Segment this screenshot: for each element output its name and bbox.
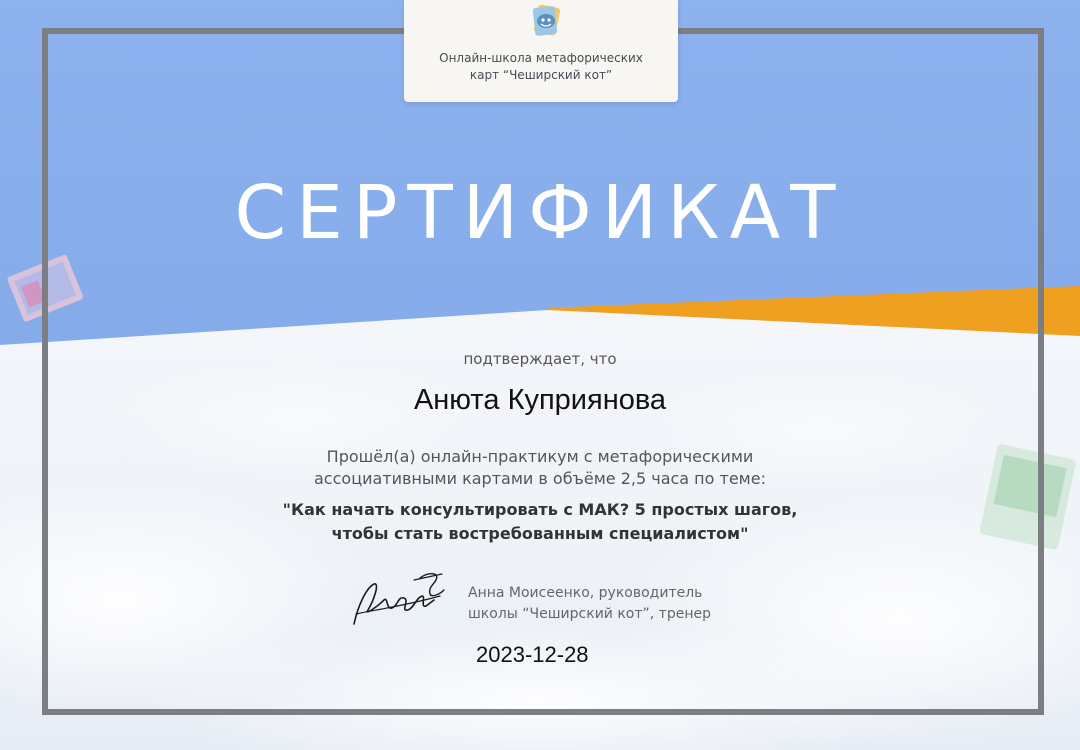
signer-line2: школы “Чеширский кот”, тренер [468,606,711,622]
course-description [0,446,1080,490]
cheshire-cat-logo-icon [528,2,564,38]
issue-date: 2023-12-28 [476,642,589,667]
school-name-line1: Онлайн-школа метафорических [439,51,643,65]
confirms-text: подтверждает, что [463,350,617,368]
description-line1: Прошёл(а) онлайн-практикум с метафорическими [326,447,754,466]
certificate-title: СЕРТИФИКАТ [234,170,846,256]
description-line2: ассоциативными картами в объёме 2,5 часа по теме: [314,469,766,488]
school-name-line2: карт “Чеширский кот” [469,68,613,82]
school-name [404,50,678,84]
topic-line2: чтобы стать востребованным специалистом" [331,524,749,543]
topic-line1: "Как начать консультировать с МАК? 5 простых шагов, [282,500,798,519]
course-topic [0,498,1080,546]
school-logo-card [404,0,678,102]
signer-info [468,583,748,625]
signer-line1: Анна Моисеенко, руководитель [468,585,703,601]
handwritten-signature [344,566,454,636]
recipient-name: Анюта Куприянова [413,384,667,416]
